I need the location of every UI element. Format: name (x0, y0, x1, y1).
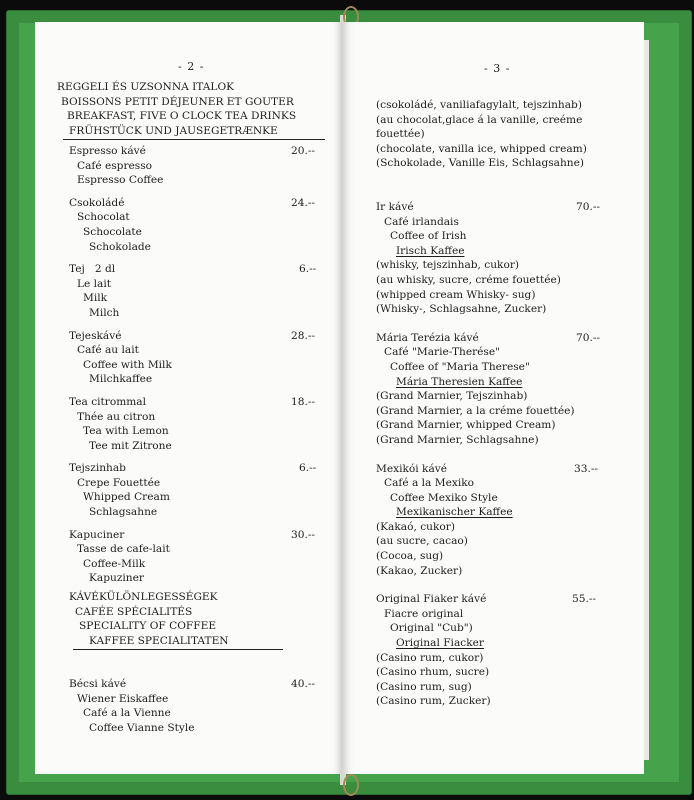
ingredient-line: (Casino rum, sug) (376, 680, 472, 693)
menu-item (69, 528, 329, 586)
ingredient-line: (au sucre, cacao) (376, 535, 468, 548)
ingredient-line: (Whisky-, Schlagsahne, Zucker) (376, 303, 547, 316)
section-header-coffee-specialities (69, 590, 309, 650)
menu-item (376, 200, 642, 317)
item-price: 40.-- (291, 678, 316, 690)
menu-item (69, 196, 329, 254)
ingredient-line: (Cocoa, sug) (376, 550, 444, 563)
ingredient-line: (Grand Marnier, Tejszinhab) (376, 390, 528, 403)
header-line-hu: REGGELI ÉS UZSONNA ITALOK (57, 81, 235, 93)
ingredient-line: (Casino rum, Zucker) (376, 695, 491, 708)
section-header-breakfast (57, 80, 339, 140)
item-price: 18.-- (291, 395, 316, 408)
header-rule (63, 139, 325, 140)
item-name-hu: Kapuciner (69, 528, 125, 541)
menu-items-specialities (376, 200, 642, 717)
menu-items-breakfast (69, 144, 329, 594)
header-line-hu: KÁVÉKÜLÖNLEGESSÉGEK (69, 591, 218, 603)
item-name-en: Espresso Coffee (77, 174, 164, 187)
page-number: - 3 - (484, 62, 511, 75)
menu-item (376, 331, 642, 448)
page-number: - 2 - (178, 60, 205, 73)
menu-item (69, 677, 329, 735)
item-name-en: Coffee of Irish (390, 230, 467, 243)
menu-item (69, 461, 329, 519)
ingredient-line: (whipped cream Whisky- sug) (376, 288, 536, 301)
ingredient-line: (au whisky, sucre, créme fouettée) (376, 273, 561, 286)
item-price: 20.-- (291, 145, 316, 157)
item-name-en: Coffee Mexiko Style (390, 491, 498, 504)
item-name-hu: Csokoládé (69, 196, 125, 209)
item-price: 70.-- (576, 201, 601, 213)
item-name-de: Schokolade (89, 240, 151, 253)
menu-item (69, 329, 329, 387)
item-name-hu: Tea citrommal (69, 395, 147, 408)
menu-item (69, 144, 329, 188)
item-name-hu: Tejeskávé (69, 329, 122, 342)
ingredient-line: (Kakao, Zucker) (376, 564, 463, 577)
item-name-fr: Schocolat (77, 211, 130, 224)
item-name-de: Milch (89, 306, 120, 319)
item-name-fr: Café a la Vienne (83, 707, 171, 720)
item-name-de: Irisch Kaffee (396, 244, 465, 257)
ingredient-line: (csokoládé, vaniliafagylalt, tejszinhab) (376, 99, 582, 111)
item-name-fr: Thée au citron (77, 410, 156, 423)
item-name-de: Mexikanischer Kaffee (396, 506, 513, 519)
header-line-de: KAFFEE SPECIALITATEN (89, 634, 229, 647)
menu-item (376, 462, 642, 579)
header-rule (73, 649, 283, 650)
item-price: 30.-- (291, 528, 316, 541)
item-name-fr: Crepe Fouettée (77, 476, 161, 489)
ingredient-line: (Casino rum, cukor) (376, 651, 484, 664)
item-name-fr: Café "Marie-Therése" (384, 346, 501, 359)
item-name-hu: Espresso kávé (69, 145, 146, 157)
ingredient-line: (Schokolade, Vanille Eis, Schlagsahne) (376, 157, 585, 170)
menu-page-3 (344, 22, 644, 774)
item-name-de: Milchkaffee (89, 373, 153, 386)
menu-items-coffee (69, 677, 329, 743)
header-line-fr: BOISSONS PETIT DÉJEUNER ET GOUTER (61, 95, 294, 108)
ingredient-line: (Grand Marnier, whipped Cream) (376, 419, 556, 432)
item-name-de: Kapuziner (89, 572, 144, 585)
ingredient-line: (Casino rhum, sucre) (376, 666, 490, 679)
item-name-de: Original Fiacker (396, 637, 484, 650)
item-name-hu: Tejszinhab (69, 462, 126, 475)
item-name-hu: Tej 2 dl (69, 263, 116, 276)
item-name-hu: Original Fiaker kávé (376, 593, 487, 606)
header-line-en: BREAKFAST, FIVE O CLOCK TEA DRINKS (67, 110, 297, 123)
menu-item (69, 262, 329, 320)
continued-ingredients (376, 98, 642, 171)
item-price: 6.-- (299, 263, 317, 276)
item-name-fr: Café au lait (77, 344, 139, 357)
item-name-en: Milk (83, 292, 108, 305)
item-name-hu: Ir kávé (376, 201, 414, 213)
item-name-de: Wiener Eiskaffee (77, 692, 169, 705)
item-name-de: Schlagsahne (89, 506, 158, 519)
item-name-de: Tee mit Zitrone (89, 439, 172, 452)
item-name-en: Original "Cub") (390, 622, 473, 635)
item-name-hu: Mexikói kávé (376, 462, 448, 475)
item-name-fr: Café irlandais (384, 215, 459, 228)
item-name-hu: Bécsi kávé (69, 678, 127, 690)
item-name-fr: Café espresso (77, 159, 153, 172)
binding-string-bottom (343, 774, 359, 796)
ingredient-line: (chocolate, vanilla ice, whipped cream) (376, 142, 587, 155)
item-name-fr: Café a la Mexiko (384, 477, 475, 490)
item-name-hu: Mária Terézia kávé (376, 331, 479, 344)
ingredient-line: (Grand Marnier, a la créme fouettée) (376, 404, 575, 417)
header-line-en: SPECIALITY OF COFFEE (79, 620, 217, 633)
item-name-en: Whipped Cream (83, 491, 170, 504)
header-line-fr: CAFÉE SPÉCIALITÉS (75, 605, 193, 618)
item-name-de: Mária Theresien Kaffee (396, 375, 523, 388)
item-price: 55.-- (572, 593, 597, 606)
item-price: 24.-- (291, 196, 316, 209)
item-name-fr: Fiacre original (384, 607, 464, 620)
ingredient-line: (Grand Marnier, Schlagsahne) (376, 433, 539, 446)
ingredient-line: (au chocolat,glace á la vanille, creéme (376, 113, 583, 126)
item-name-fr: Tasse de cafe-lait (77, 543, 170, 556)
ingredient-line: fouettée) (376, 128, 425, 141)
header-line-de: FRÜHSTÜCK UND JAUSEGETRÆNKE (69, 124, 278, 137)
item-price: 33.-- (574, 462, 599, 475)
item-name-en: Schocolate (83, 225, 142, 238)
item-name-en: Tea with Lemon (83, 425, 169, 438)
item-name-en: Coffee Vianne Style (89, 721, 195, 734)
ingredient-line: (whisky, tejszinhab, cukor) (376, 259, 520, 272)
item-price: 70.-- (576, 331, 601, 344)
item-name-fr: Le lait (77, 277, 112, 290)
menu-item (376, 592, 642, 709)
item-price: 28.-- (291, 329, 316, 342)
menu-item (69, 395, 329, 453)
menu-page-2 (35, 22, 342, 774)
item-name-en: Coffee-Milk (83, 557, 146, 570)
ingredient-line: (Kakaó, cukor) (376, 520, 455, 533)
item-price: 6.-- (299, 462, 317, 475)
item-name-en: Coffee of "Maria Therese" (390, 360, 530, 373)
item-name-en: Coffee with Milk (83, 358, 172, 371)
